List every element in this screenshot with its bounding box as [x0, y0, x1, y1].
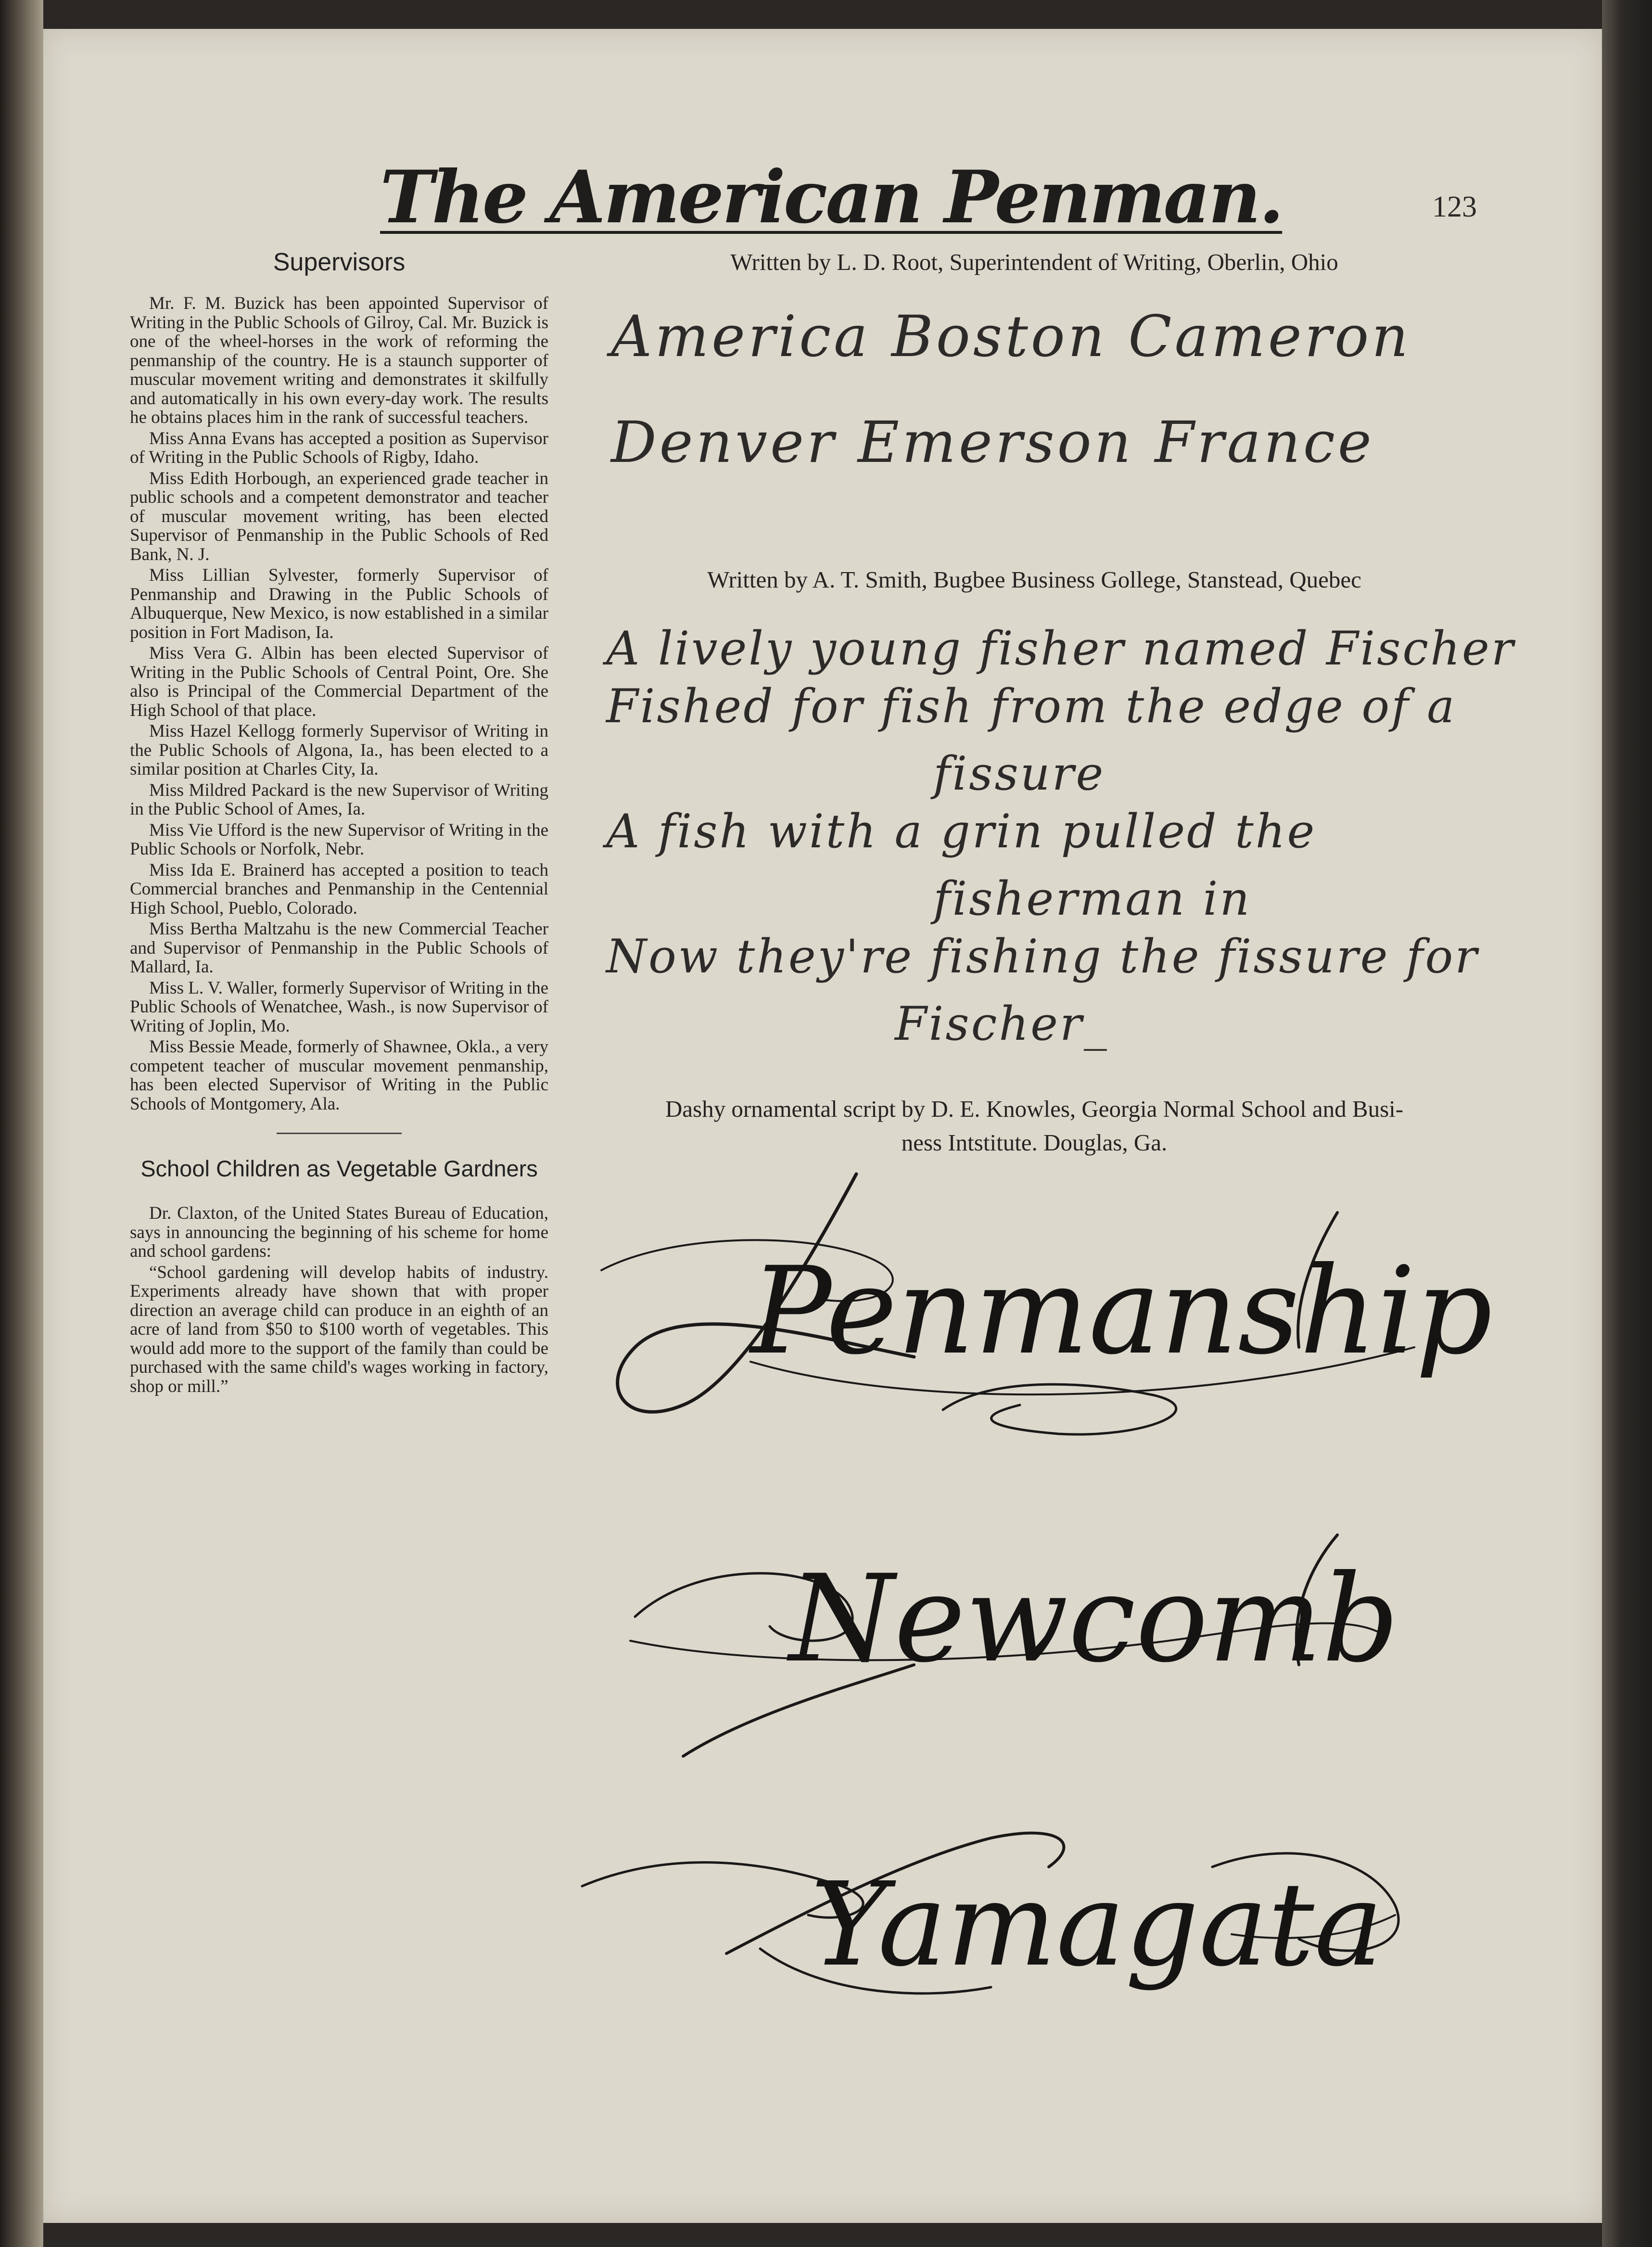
paragraph: Miss Hazel Kellogg formerly Supervisor of Writing in the Public Schools of Algona, Ia., has been elected to a similar position at Charles City, Ia.: [130, 721, 548, 779]
paragraph: Miss Bertha Maltzahu is the new Commercial Teacher and Supervisor of Penmanship in the Public Schools of Mallard, Ia.: [130, 919, 548, 977]
specimen-smith-line: Now they're fishing the fissure for: [606, 930, 1479, 983]
page-number: 123: [1432, 191, 1477, 223]
masthead-title: The American Penman.: [380, 155, 1283, 240]
paragraph: Mr. F. M. Buzick has been appointed Supervisor of Writing in the Public Schools of Gilroy, Cal. Mr. Buzick is one of the wheel-horses in the work of reforming the penmanship of the country. He is a staunch supporter of muscular movement writing and demonstrates it skilfully and automatically in his own every-day work. The results he obtains places him in the rank of successful teachers.: [130, 294, 548, 427]
caption-smith: Written by A. T. Smith, Bugbee Business Gollege, Stanstead, Quebec: [707, 566, 1361, 593]
paragraph: Miss Vie Ufford is the new Supervisor of Writing in the Public Schools or Norfolk, Nebr.: [130, 820, 548, 859]
specimen-smith-line: fisherman in: [933, 872, 1252, 926]
paragraph: Miss Mildred Packard is the new Supervisor of Writing in the Public School of Ames, Ia.: [130, 780, 548, 819]
binding-left: [0, 0, 43, 2247]
ornamental-word-penmanship: Penmanship: [750, 1241, 1493, 1381]
paragraph: Miss Bessie Meade, formerly of Shawnee, Okla., a very competent teacher of muscular movement penmanship, has been elected Supervisor of Writing in the Public Schools of Montgomery, Ala.: [130, 1037, 548, 1114]
ornamental-word-newcomb: Newcomb: [789, 1549, 1399, 1689]
paragraph: Miss Vera G. Albin has been elected Supervisor of Writing in the Public Schools of Central Point, Ore. She also is Principal of the Commercial Department of the High School of that place.: [130, 643, 548, 720]
paragraph: Dr. Claxton, of the United States Bureau of Education, says in announcing the beginning of his scheme for home and school gardens:: [130, 1203, 548, 1261]
specimen-smith-line: A lively young fisher named Fischer: [606, 622, 1515, 676]
binding-right: [1602, 0, 1652, 2247]
specimen-smith-line: Fischer_: [895, 997, 1109, 1051]
caption-knowles-line2: ness Intstitute. Douglas, Ga.: [901, 1129, 1168, 1156]
specimen-root-line: Denver Emerson France: [611, 409, 1374, 475]
paragraph: Miss Lillian Sylvester, formerly Supervisor of Penmanship and Drawing in the Public Schools of Albuquerque, New Mexico, is now established in a similar position in Fort Madison, Ia.: [130, 565, 548, 642]
section-divider: [277, 1133, 402, 1134]
specimen-smith-line: Fished for fish from the edge of a: [606, 679, 1457, 733]
paragraph: “School gardening will develop habits of industry. Experiments already have shown that with proper direction an average child can produce in an eighth of an acre of land from $50 to $100 worth of vegetables. This would add more to the support of the family than could be purchased with the same child's wages working in factory, shop or mill.”: [130, 1262, 548, 1396]
paragraph: Miss Edith Horbough, an experienced grade teacher in public schools and a competent demonstrator and teacher of muscular movement writing, has been elected Supervisor of Penmanship in the Public Schools of Red Bank, N. J.: [130, 468, 548, 564]
paragraph: Miss L. V. Waller, formerly Supervisor of Writing in the Public Schools of Wenatchee, Wash., is now Supervisor of Writing of Joplin, Mo.: [130, 978, 548, 1036]
section-heading-supervisors: Supervisors: [273, 248, 406, 276]
specimen-smith-line: fissure: [933, 747, 1106, 801]
caption-root: Written by L. D. Root, Superintendent of Writing, Oberlin, Ohio: [730, 249, 1338, 275]
specimen-root-line: America Boston Cameron: [611, 303, 1411, 370]
paragraph: Miss Ida E. Brainerd has accepted a position to teach Commercial branches and Penmanship in the Centennial High School, Pueblo, Colorado.: [130, 860, 548, 918]
section-heading-gardners: School Children as Vegetable Gardners: [140, 1156, 538, 1181]
caption-knowles-line1: Dashy ornamental script by D. E. Knowles, Georgia Normal School and Busi-: [665, 1096, 1404, 1122]
ornamental-word-yamagata: Yamagata: [811, 1857, 1383, 1992]
left-column: [130, 248, 548, 2124]
specimen-smith-line: A fish with a grin pulled the: [606, 804, 1317, 858]
paragraph: Miss Anna Evans has accepted a position as Supervisor of Writing in the Public Schools of Rigby, Idaho.: [130, 428, 548, 467]
